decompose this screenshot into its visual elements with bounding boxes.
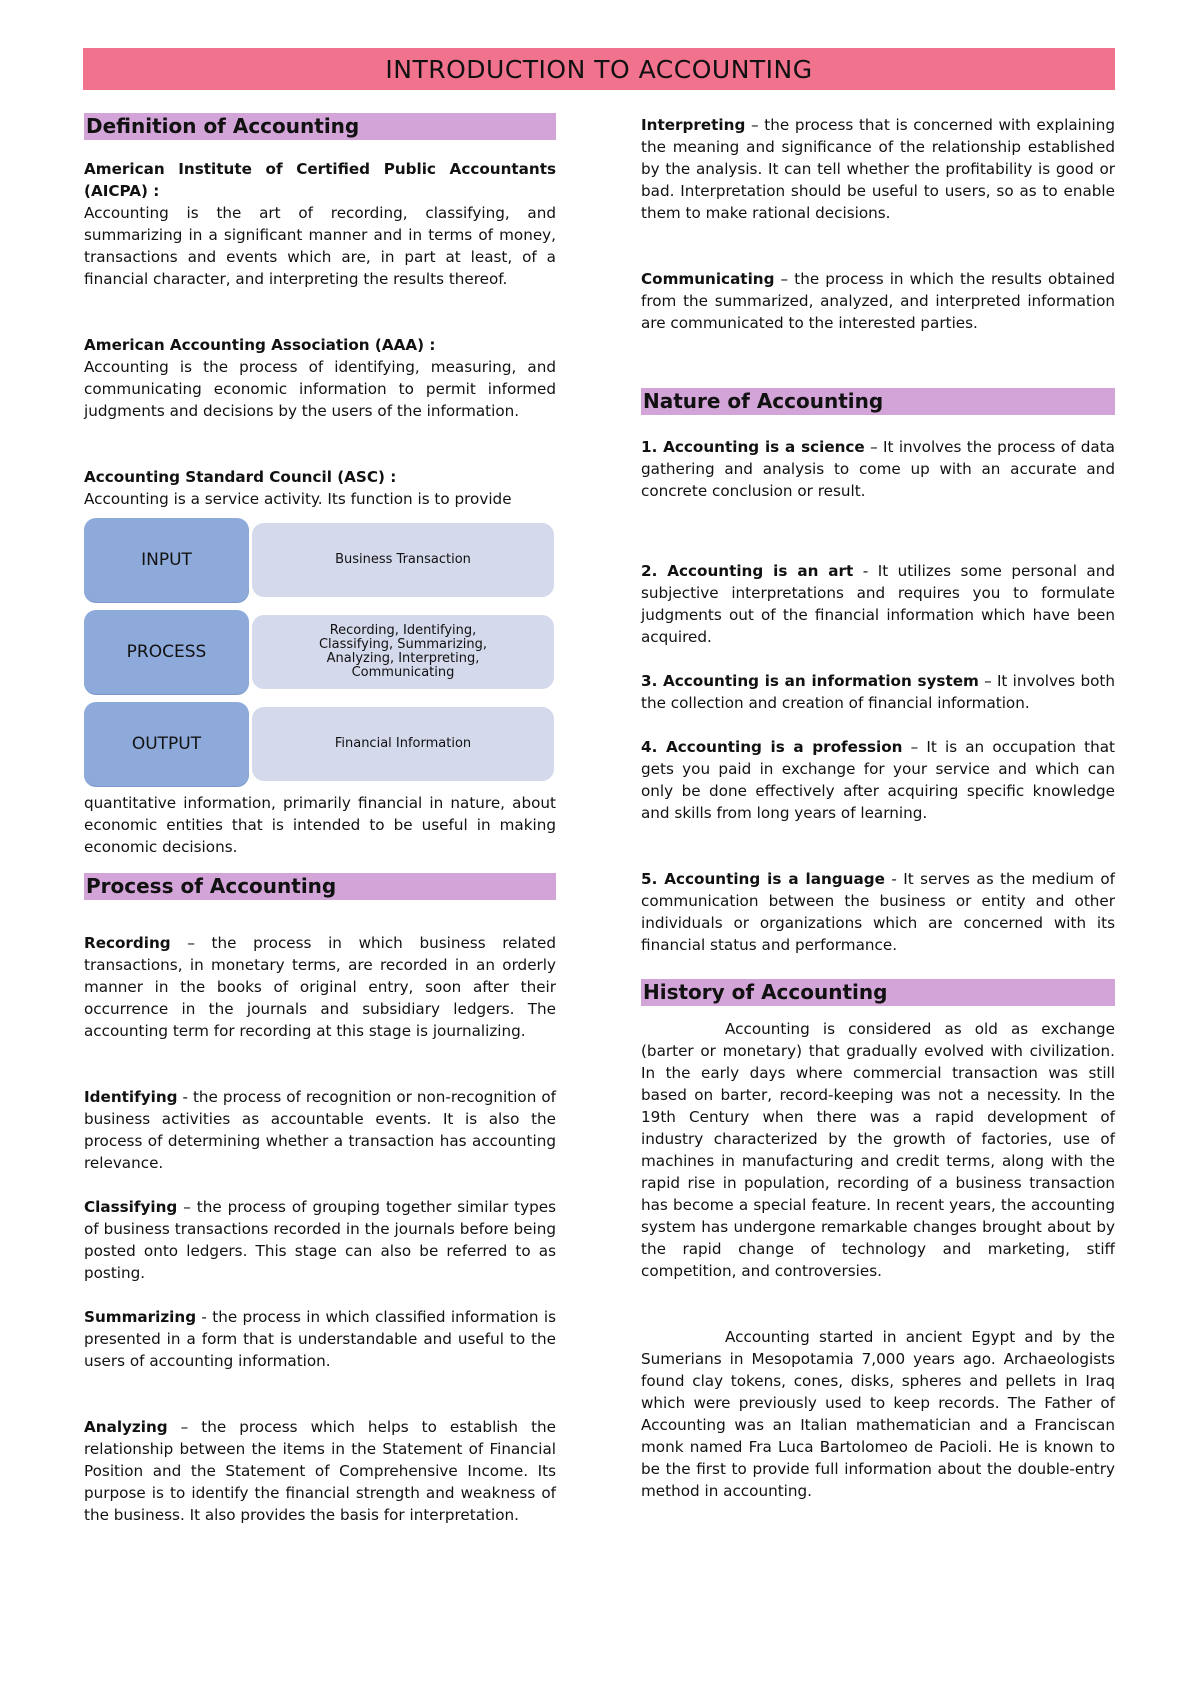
process-text: – the process that is concerned with explaining the meaning and significance of the relationship established by the analysis. It can tell whether the profitability is good or bad. Interpretation should be useful to users, so as to enable them to make rational decisions. <box>641 116 1115 222</box>
process-text: – the process in which the results obtained from the summarized, analyzed, and interpreted information are communicated to the interested parties. <box>641 270 1115 332</box>
heading-process: Process of Accounting <box>84 873 556 900</box>
diagram-label-output: OUTPUT <box>84 702 249 786</box>
process-classifying <box>84 1196 556 1284</box>
diagram-detail-output: Financial Information <box>252 707 554 781</box>
nature-information-system <box>641 670 1115 714</box>
nature-text: – It involves the process of data gathering and analysis to come up with an accurate and concrete conclusion or result. <box>641 438 1115 500</box>
process-analyzing <box>84 1416 556 1526</box>
asc-text-after: quantitative information, primarily financial in nature, about economic entities that is intended to be useful in making economic decisions. <box>84 794 556 856</box>
document-title: INTRODUCTION TO ACCOUNTING <box>83 48 1115 90</box>
process-recording <box>84 932 556 1042</box>
process-interpreting <box>641 114 1115 224</box>
nature-term: 5. Accounting is a language <box>641 870 885 888</box>
process-term: Identifying <box>84 1088 178 1106</box>
process-text: - the process of recognition or non-recognition of business activities as accountable events. It is also the process of determining whether a transaction has accounting relevance. <box>84 1088 556 1172</box>
process-term: Interpreting <box>641 116 746 134</box>
process-term: Analyzing <box>84 1418 168 1436</box>
heading-definition: Definition of Accounting <box>84 113 556 140</box>
process-term: Classifying <box>84 1198 178 1216</box>
nature-language <box>641 868 1115 956</box>
process-text: – the process which helps to establish the relationship between the items in the Statement of Financial Position and the Statement of Comprehensive Income. Its purpose is to identify the financial strength and weakness of the business. It also provides the basis for interpretation. <box>84 1418 556 1524</box>
process-term: Summarizing <box>84 1308 197 1326</box>
nature-term: 2. Accounting is an art <box>641 562 854 580</box>
nature-art <box>641 560 1115 648</box>
history-paragraph-1: Accounting is considered as old as exchange (barter or monetary) that gradually evolved with civilization. In the early days where commercial transaction was still based on barter, record-keeping was not a necessity. In the 19th Century when there was a rapid development of industry characterized by the growth of factories, use of machines in manufacturing and credit terms, along with the rapid rise in population, recording of a business transaction has become a special feature. In recent years, the accounting system has undergone remarkable changes brought about by the rapid change of technology and marketing, stiff competition, and controversies. <box>641 1020 1115 1280</box>
process-text: – the process of grouping together similar types of business transactions recorded in the journals before being posted onto ledgers. This stage can also be referred to as posting. <box>84 1198 556 1282</box>
diagram-row-output <box>84 702 554 786</box>
process-term: Recording <box>84 934 171 952</box>
diagram-row-process <box>84 610 554 694</box>
process-term: Communicating <box>641 270 775 288</box>
nature-text: - It serves as the medium of communication between the business or entity and other individuals or organizations which are concerned with its financial status and performance. <box>641 870 1115 954</box>
process-text: – the process in which business related transactions, in monetary terms, are recorded in an orderly manner in the books of original entry, soon after their occurrence in the journals and subsidiary ledgers. The accounting term for recording at this stage is journalizing. <box>84 934 556 1040</box>
nature-text: – It is an occupation that gets you paid in exchange for your service and which can only be done effectively after acquiring specific knowledge and skills from long years of learning. <box>641 738 1115 822</box>
nature-science <box>641 436 1115 502</box>
nature-text: - It utilizes some personal and subjective interpretations and requires you to formulate judgments out of the financial information which have been acquired. <box>641 562 1115 646</box>
nature-term: 4. Accounting is a profession <box>641 738 903 756</box>
nature-text: – It involves both the collection and creation of financial information. <box>641 672 1115 712</box>
asc-text-before: Accounting is a service activity. Its function is to provide <box>84 490 512 508</box>
aaa-title: American Accounting Association (AAA) : <box>84 336 436 354</box>
nature-profession <box>641 736 1115 824</box>
aicpa-title: American Institute of Certified Public Accountants (AICPA) : <box>84 160 556 200</box>
diagram-detail-process: Recording, Identifying, Classifying, Summarizing, Analyzing, Interpreting, Communicating <box>252 615 554 689</box>
asc-title: Accounting Standard Council (ASC) : <box>84 468 397 486</box>
history-paragraph-2: Accounting started in ancient Egypt and by the Sumerians in Mesopotamia 7,000 years ago. Archaeologists found clay tokens, cones, disks, spheres and pellets in Iraq which were previously used to keep records. The Father of Accounting was an Italian mathematician and a Franciscan monk named Fra Luca Bartolomeo de Pacioli. He is known to be the first to provide full information about the double-entry method in accounting. <box>641 1328 1115 1500</box>
aicpa-text: Accounting is the art of recording, classifying, and summarizing in a significant manner and in terms of money, transactions and events which are, in part at least, of a financial character, and interpreting the results thereof. <box>84 204 556 288</box>
process-communicating <box>641 268 1115 334</box>
heading-nature: Nature of Accounting <box>641 388 1115 415</box>
process-identifying <box>84 1086 556 1174</box>
aaa-definition <box>84 334 556 422</box>
nature-term: 1. Accounting is a science <box>641 438 865 456</box>
nature-term: 3. Accounting is an information system <box>641 672 979 690</box>
asc-definition <box>84 466 556 510</box>
diagram-detail-input: Business Transaction <box>252 523 554 597</box>
aicpa-definition <box>84 158 556 290</box>
process-text: - the process in which classified information is presented in a form that is understandable and useful to the users of accounting information. <box>84 1308 556 1370</box>
process-summarizing <box>84 1306 556 1372</box>
aaa-text: Accounting is the process of identifying, measuring, and communicating economic information to permit informed judgments and decisions by the users of the information. <box>84 358 556 420</box>
diagram-label-input: INPUT <box>84 518 249 602</box>
diagram-row-input <box>84 518 554 602</box>
diagram-label-process: PROCESS <box>84 610 249 694</box>
heading-history: History of Accounting <box>641 979 1115 1006</box>
input-process-output-diagram <box>84 518 554 788</box>
